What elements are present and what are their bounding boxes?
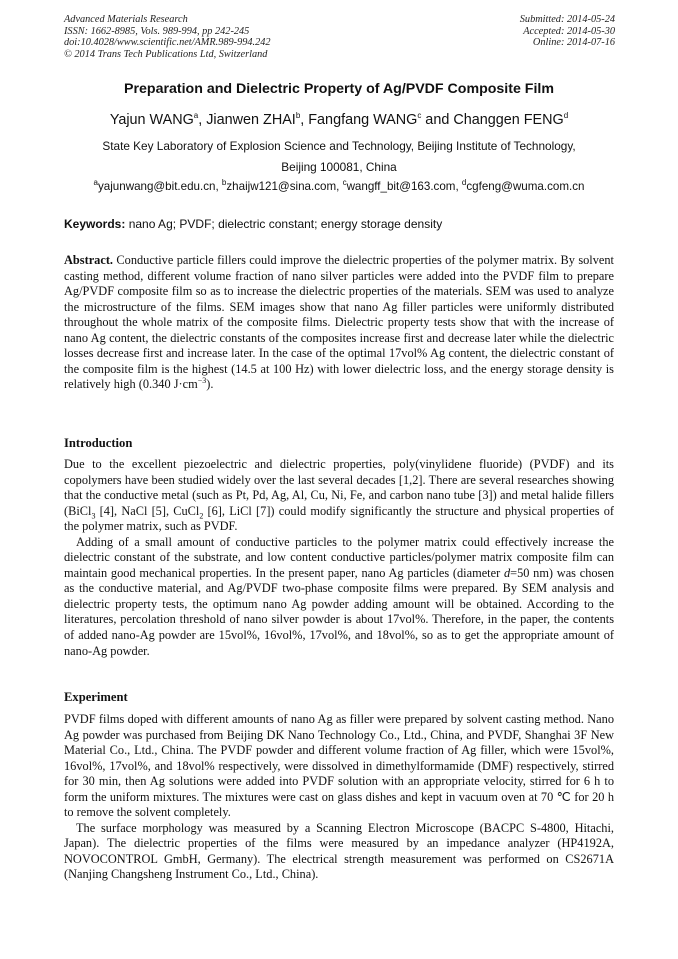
keywords-text: nano Ag; PVDF; dielectric constant; energy storage density: [125, 217, 443, 231]
author-mark: c: [417, 111, 422, 121]
intro-p2-text: =50 nm) was chosen as the conductive material, and Ag/PVDF two-phase composite films were prepared. By SEM analysis and dielectric property tests, the optimum nano Ag powder adding amount will be obtained. According to the literatures, percolation threshold of nano silver powder is about 17vol%. Therefore, in the paper, the contents of added nano-Ag powder are 15vol%, 16vol%, 17vol%, and 18vol%, so as to get the appropriate amount of nano-Ag powder.: [64, 565, 614, 658]
publication-dates: [520, 14, 615, 49]
author-list: [0, 112, 678, 128]
author-separator: ,: [300, 112, 309, 128]
email-mark: a: [93, 178, 98, 188]
diameter-variable: d: [503, 565, 511, 580]
online-date: Online: 2014-07-16: [532, 37, 615, 49]
keywords-label: Keywords:: [64, 217, 126, 231]
affiliation-line-2: Beijing 100081, China: [281, 160, 397, 174]
author-separator: and: [421, 112, 454, 128]
author-name: Changgen FENG: [453, 112, 564, 128]
subscript: 3: [91, 511, 96, 521]
experiment-heading: Experiment: [64, 690, 128, 704]
email-list: $^a$yajunwang@bit.edu.cn, $^b$zhaijw121@sina.com, $^c$wangff_bit@163.com, $^d$cgfeng@wuma.com.cn: [93, 178, 585, 193]
author-name: Fangfang WANG: [308, 112, 418, 128]
journal-info: [64, 14, 271, 60]
abstract-label: Abstract.: [64, 253, 114, 267]
intro-p1-text: Due to the excellent piezoelectric and dielectric properties, poly(vinylidene fluoride) (PVDF) and its copolymers have been studied widely over the last several decades [1,2]. There are several researches showing that the conductive metal (such as Pt, Pd, Ag, Al, Cu, Ni, Fe, and carbon nano tube [3]) and metal halide fillers (BiCl: [64, 457, 614, 518]
email-link[interactable]: wangff_bit@163.com: [346, 180, 456, 193]
email-mark: b: [221, 178, 227, 188]
subscript: 2: [199, 511, 204, 521]
abstract-text: Conductive particle fillers could improve the dielectric properties of the polymer matrix. By solvent casting method, different volume fraction of nano silver particles were added into the PVDF film to prepare Ag/PVDF composite film so as to increase the dielectric properties of the materials. SEM was used to analyze the microstructure of the films. SEM images show that nano Ag filler particles were uniformly distributed throughout the whole matrix of the composite films. Dielectric property tests show that with the increase of nano Ag content, the dielectric constants of the composites increase first and decrease later while the dielectric losses decrease first and increase later. In the case of the optimal 17vol% Ag content, the dielectric constant of the composite film is the highest (14.5 at 100 Hz) with lower dielectric loss, and the energy storage density is relatively high (0.340 J·cm: [64, 253, 614, 392]
email-link[interactable]: yajunwang@bit.edu.cn: [97, 180, 216, 193]
experiment-paragraph-1: PVDF films doped with different amounts of nano Ag as filler were prepared by solvent casting method. Nano Ag powder was purchased from Beijing DK Nano Technology Co., Ltd., China, and PVDF, Shanghai 3F New Material Co., Ltd., China. The PVDF powder and different volume fraction of Ag filler, which were 15vol%, 16vol%, 17vol%, and 18vol% respectively, were dissolved in dimethylformamide (DMF) respectively, stirred for 30 min, then Ag solutions were added into PVDF solution with an appropriate velocity, stirred for 6 h to form the uniform mixtures. The mixtures were cast on glass dishes and kept in vacuum oven at 70 ℃ for 20 h to remove the solvent completely.: [64, 712, 614, 820]
affiliation-line-1: State Key Laboratory of Explosion Science and Technology, Beijing Institute of Technology,: [102, 139, 576, 153]
accepted-date: Accepted: 2014-05-30: [523, 25, 615, 37]
introduction-paragraph-2: [64, 535, 614, 659]
doi: doi:10.4028/www.scientific.net/AMR.989-994.242: [64, 37, 271, 49]
abstract: [64, 253, 614, 393]
paper-title: Preparation and Dielectric Property of Ag/PVDF Composite Film: [124, 81, 554, 97]
author-separator: ,: [198, 112, 207, 128]
experiment-body: [64, 712, 614, 883]
email-mark: c: [342, 178, 347, 188]
journal-name: Advanced Materials Research: [64, 14, 188, 25]
introduction-body: [64, 457, 614, 659]
email-link[interactable]: zhaijw121@sina.com: [226, 180, 337, 193]
copyright: © 2014 Trans Tech Publications Ltd, Switzerland: [64, 48, 268, 60]
email-link[interactable]: cgfeng@wuma.com.cn: [466, 180, 585, 193]
intro-p2-text: Adding of a small amount of conductive particles to the polymer matrix could effectively increase the dielectric constant of the substrate, and low content conductive particles/polymer matrix composite film can maintain good mechanical properties. In the present paper, nano Ag particles (diameter: [64, 534, 614, 580]
submitted-date: Submitted: 2014-05-24: [519, 14, 615, 25]
author-name: Yajun WANG: [109, 112, 194, 128]
email-mark: d: [461, 178, 467, 188]
introduction-heading: Introduction: [64, 436, 133, 450]
experiment-paragraph-2: The surface morphology was measured by a Scanning Electron Microscope (BACPC S-4800, Hitachi, Japan). The dielectric properties of the films were measured by an impedance analyzer (HP4192A, NOVOCONTROL GmbH, Germany). The electrical strength measurement was performed on CS2671A (Nanjing Changsheng Instrument Co., Ltd., China).: [64, 820, 614, 882]
intro-p1-text: [6], LiCl [7]) could modify significantly the structure and physical properties of the polymer matrix, such as PVDF.: [64, 503, 614, 534]
issn: ISSN: 1662-8985, Vols. 989-994, pp 242-245: [64, 25, 250, 37]
keywords: [64, 217, 442, 231]
abstract-end: ).: [206, 377, 214, 392]
intro-p1-text: [4], NaCl [5], CuCl: [95, 503, 200, 518]
author-name: Jianwen ZHAI: [206, 112, 296, 128]
author-mark: d: [563, 111, 569, 121]
introduction-paragraph-1: [64, 457, 614, 535]
unit-exponent: −3: [197, 376, 207, 386]
author-mark: a: [193, 111, 199, 121]
author-mark: b: [295, 111, 301, 121]
